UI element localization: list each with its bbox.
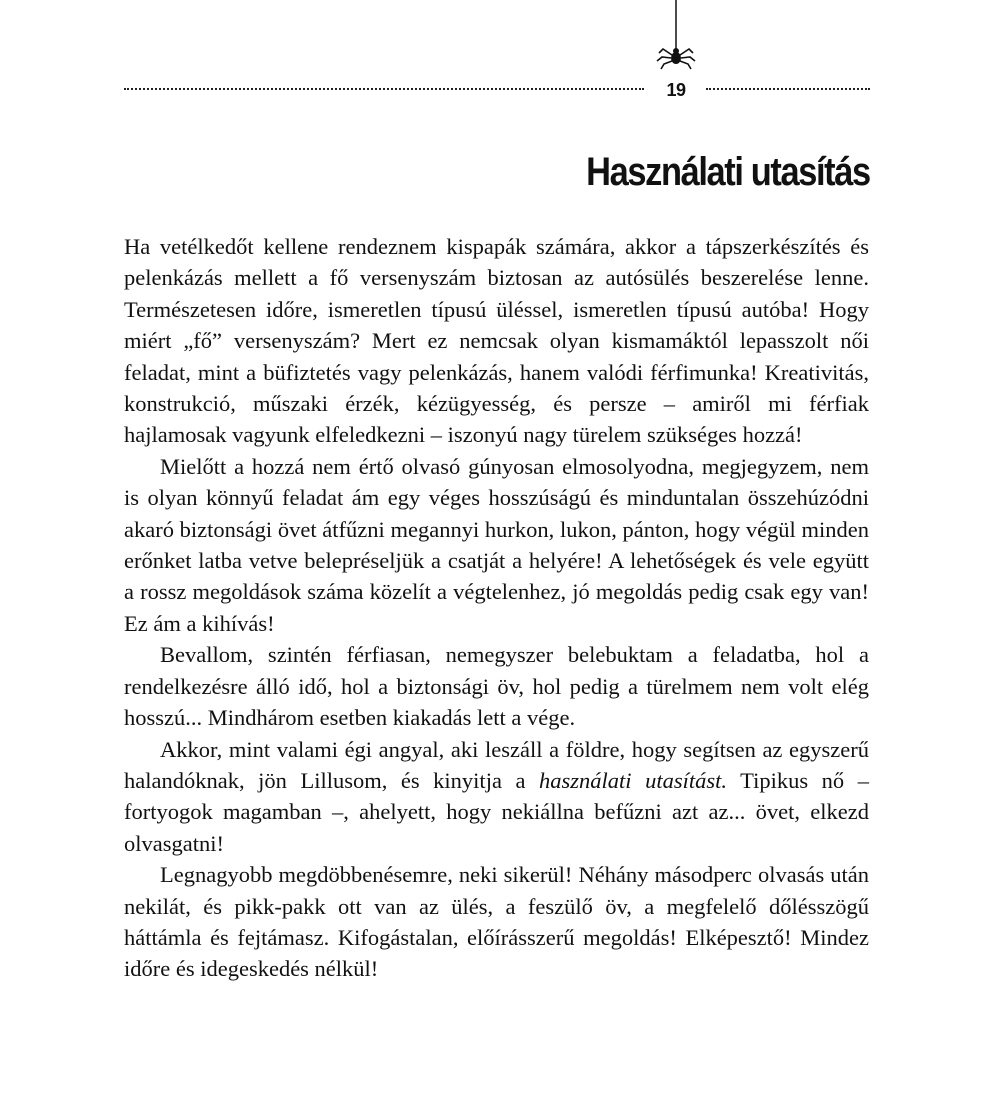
- paragraph-4-text-after: Tipikus nő – fortyogok magamban –, ahelyett, hogy nekiállna befűzni azt az... övet, elkezd olvasgatni!: [124, 767, 869, 856]
- paragraph-2: Mielőtt a hozzá nem értő olvasó gúnyosan elmosolyodna, megjegyzem, nem is olyan könnyű feladat ám egy véges hosszúságú és minduntalan összehúzódni akaró biztonsági övet átfűzni megannyi hurkon, lukon, pánton, hogy végül minden erőnket latba vetve belepréseljük a csatját a helyére! A lehetőségek és vele együtt a rossz megoldások száma közelít a végtelenhez, jó megoldás pedig csak egy van! Ez ám a kihívás!: [124, 453, 869, 636]
- emphasis-instruction-manual: használati utasítást.: [539, 767, 727, 793]
- page-number: 19: [666, 80, 686, 100]
- page-header: [124, 0, 870, 110]
- paragraph-1: Ha vetélkedőt kellene rendeznem kispapák számára, akkor a tápszerkészítés és pelenkázás mellett a fő versenyszám biztosan az autósülés beszerelése lenne. Természetesen időre, ismeretlen típusú üléssel, ismeretlen típusú autóba! Hogy miért „fő” versenyszám? Mert ez nemcsak olyan kismamáktól lepasszolt női feladat, mint a büfiztetés vagy pelenkázás, hanem valódi férfimunka! Kreativitás, konstrukció, műszaki érzék, kézügyesség, és persze – amiről mi férfiak hajlamosak vagyunk elfeledkezni – iszonyú nagy türelem szükséges hozzá!: [124, 234, 869, 448]
- chapter-title: Használati utasítás: [586, 150, 870, 194]
- paragraph-4: [124, 734, 869, 860]
- paragraph-4-text-before: Akkor, mint valami égi angyal, aki leszáll a földre, hogy segítsen az egyszerű halandóknak, jön Lillusom, és kinyitja a: [124, 736, 869, 793]
- paragraph-5: Legnagyobb megdöbbenésemre, neki sikerül! Néhány másodperc olvasás után nekilát, és pikk-pakk ott van az ülés, a feszülő öv, a megfelelő dőlésszögű háttámla és fejtámasz. Kifogástalan, előírásszerű megoldás! Elképesztő! Mindez időre és idegeskedés nélkül!: [124, 862, 869, 982]
- dotted-rule-left: [124, 88, 644, 90]
- hanging-spider-icon: [654, 0, 698, 72]
- dotted-rule-right: [706, 88, 870, 90]
- body-text: [124, 231, 869, 985]
- paragraph-3: Bevallom, szintén férfiasan, nemegyszer belebuktam a feladatba, hol a rendelkezésre álló idő, hol a biztonsági öv, hol pedig a türelmem nem volt elég hosszú... Mindhárom esetben kiakadás lett a vége.: [124, 642, 869, 731]
